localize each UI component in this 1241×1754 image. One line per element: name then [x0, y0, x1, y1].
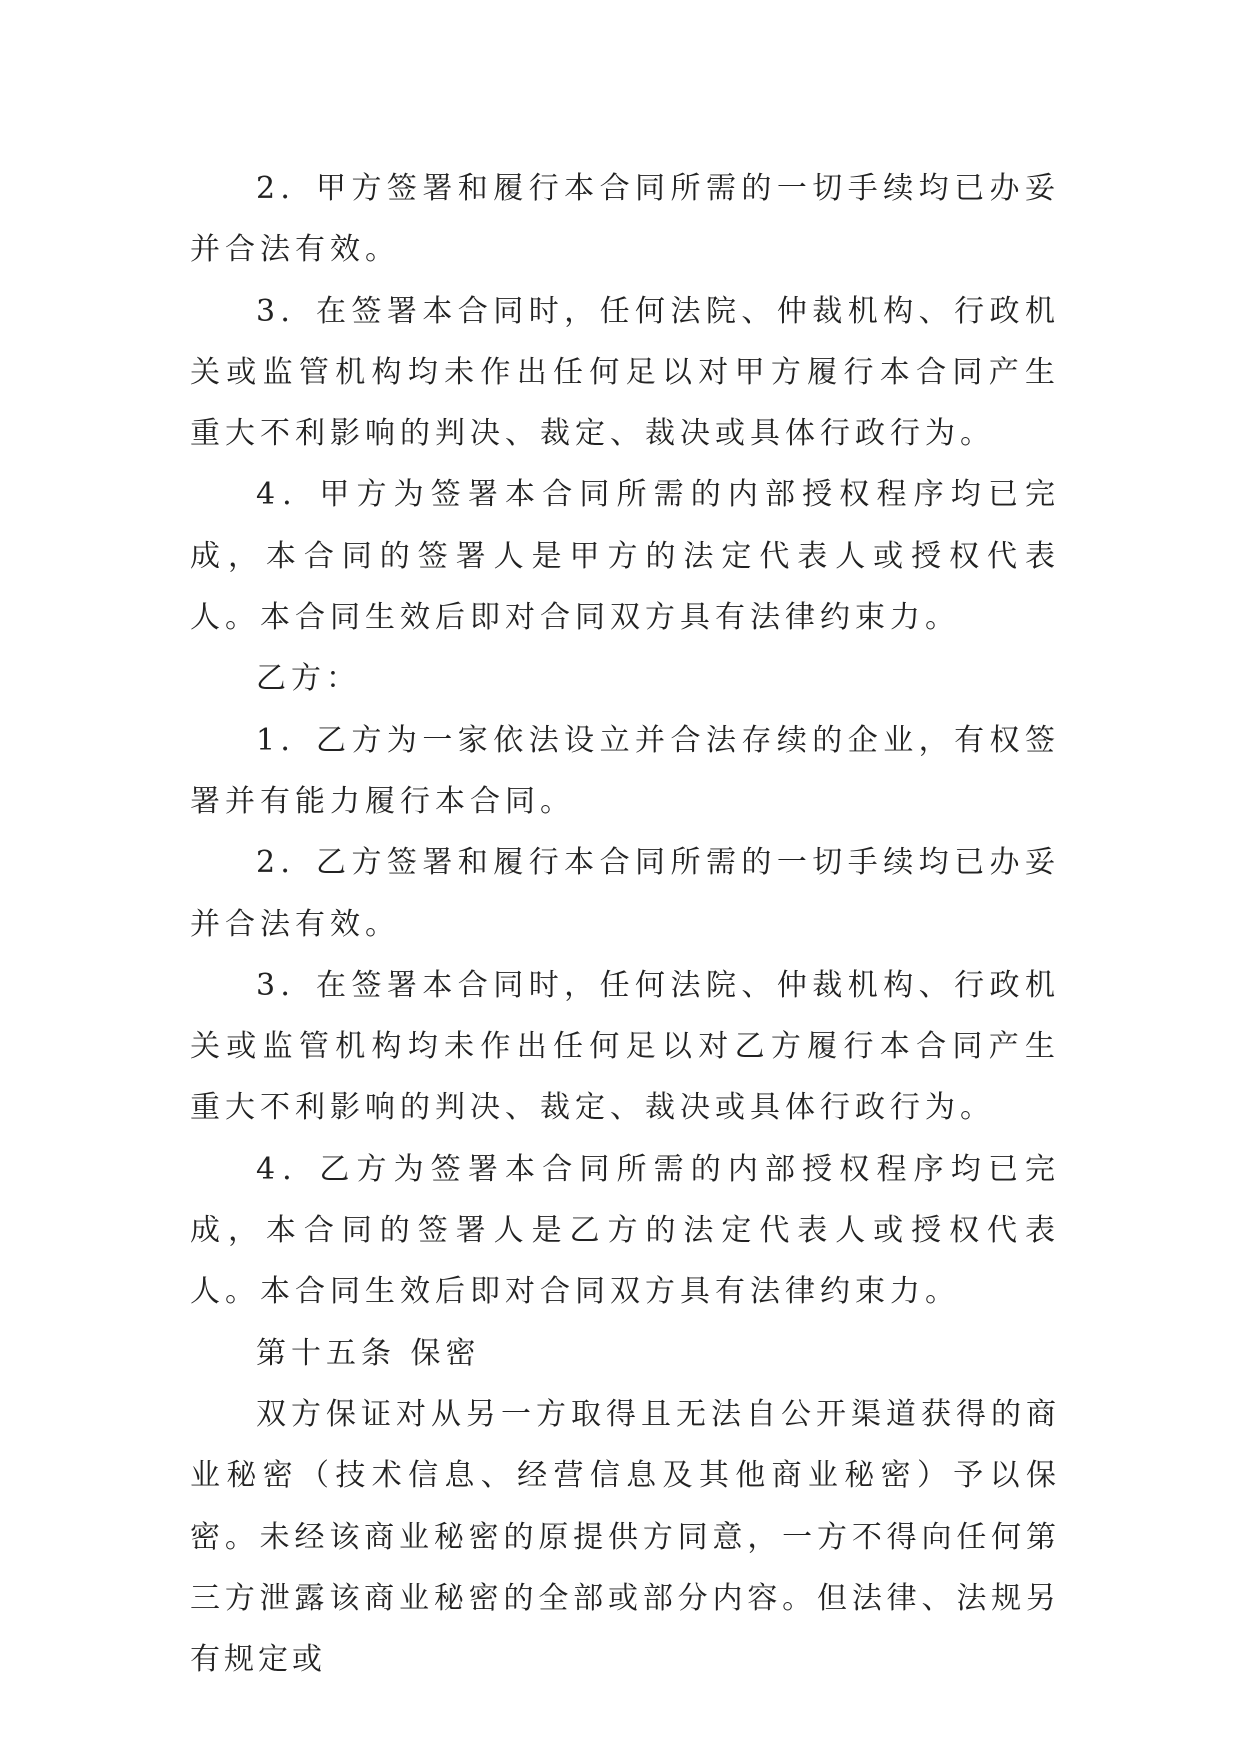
paragraph-party-b-item-3: 3．在签署本合同时，任何法院、仲裁机构、行政机关或监管机构均未作出任何足以对乙方履行本合同产生重大不利影响的判决、裁定、裁决或具体行政行为。: [190, 967, 1060, 1126]
paragraph-confidentiality: 双方保证对从另一方取得且无法自公开渠道获得的商业秘密（技术信息、经营信息及其他商业秘密）予以保密。未经该商业秘密的原提供方同意，一方不得向任何第三方泄露该商业秘密的全部或部分内容。但法律、法规另有规定或: [190, 1396, 1060, 1678]
paragraph-party-a-item-3: 3．在签署本合同时，任何法院、仲裁机构、行政机关或监管机构均未作出任何足以对甲方履行本合同产生重大不利影响的判决、裁定、裁决或具体行政行为。: [190, 293, 1060, 452]
paragraph-party-b-item-4: 4．乙方为签署本合同所需的内部授权程序均已完成，本合同的签署人是乙方的法定代表人或授权代表人。本合同生效后即对合同双方具有法律约束力。: [190, 1151, 1060, 1310]
heading-party-b: 乙方：: [256, 661, 361, 697]
paragraph-party-b-item-1: 1．乙方为一家依法设立并合法存续的企业，有权签署并有能力履行本合同。: [190, 722, 1060, 819]
paragraph-party-a-item-4: 4．甲方为签署本合同所需的内部授权程序均已完成，本合同的签署人是甲方的法定代表人或授权代表人。本合同生效后即对合同双方具有法律约束力。: [190, 477, 1060, 636]
paragraph-party-a-item-2: 2．甲方签署和履行本合同所需的一切手续均已办妥并合法有效。: [190, 171, 1060, 268]
article-15-heading: 第十五条 保密: [256, 1335, 481, 1371]
document-body: [190, 158, 1060, 1690]
paragraph-party-b-item-2: 2．乙方签署和履行本合同所需的一切手续均已办妥并合法有效。: [190, 845, 1060, 942]
